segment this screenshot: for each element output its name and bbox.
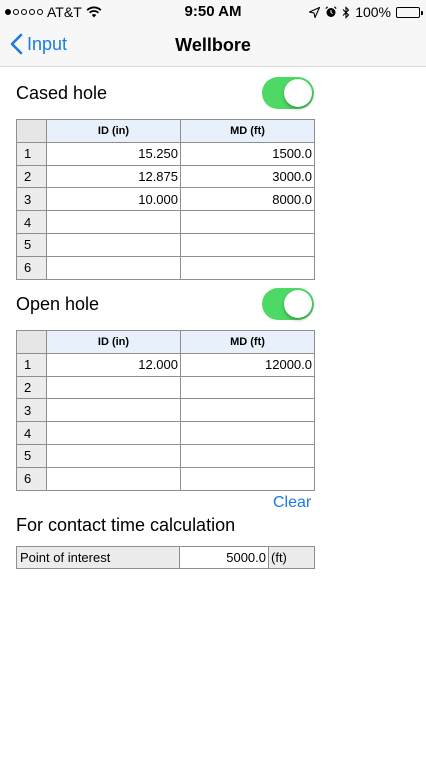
row-number: 3 xyxy=(17,188,47,211)
point-of-interest-value[interactable]: 5000.0 xyxy=(180,547,269,569)
toggle-knob xyxy=(284,79,312,107)
toggle-knob xyxy=(284,290,312,318)
table-row xyxy=(17,233,315,256)
md-cell[interactable] xyxy=(181,467,315,490)
point-of-interest-unit: (ft) xyxy=(269,547,315,569)
row-number: 6 xyxy=(17,256,47,279)
id-cell[interactable]: 15.250 xyxy=(47,142,181,165)
table-row xyxy=(17,376,315,399)
table-row xyxy=(17,211,315,234)
row-number: 4 xyxy=(17,211,47,234)
id-cell[interactable]: 12.000 xyxy=(47,353,181,376)
md-cell[interactable] xyxy=(181,376,315,399)
column-header-md: MD (ft) xyxy=(181,331,315,354)
table-row xyxy=(17,165,315,188)
table-row xyxy=(17,188,315,211)
row-number: 1 xyxy=(17,353,47,376)
md-cell[interactable]: 1500.0 xyxy=(181,142,315,165)
battery-icon xyxy=(396,7,420,18)
location-arrow-icon xyxy=(309,7,320,18)
column-header-md: MD (ft) xyxy=(181,120,315,143)
id-cell[interactable] xyxy=(47,422,181,445)
md-cell[interactable]: 3000.0 xyxy=(181,165,315,188)
id-cell[interactable] xyxy=(47,399,181,422)
cased-hole-toggle[interactable] xyxy=(262,77,314,109)
md-cell[interactable]: 8000.0 xyxy=(181,188,315,211)
row-number: 6 xyxy=(17,467,47,490)
status-right xyxy=(309,4,420,20)
md-cell[interactable] xyxy=(181,399,315,422)
id-cell[interactable] xyxy=(47,376,181,399)
carrier-label: AT&T xyxy=(47,4,82,20)
clear-button[interactable]: Clear xyxy=(273,494,312,511)
md-cell[interactable] xyxy=(181,233,315,256)
column-header-id: ID (in) xyxy=(47,331,181,354)
table-header-row xyxy=(17,331,315,354)
table-row xyxy=(17,142,315,165)
row-number: 3 xyxy=(17,399,47,422)
id-cell[interactable] xyxy=(47,444,181,467)
page-title: Wellbore xyxy=(175,35,251,55)
md-cell[interactable]: 12000.0 xyxy=(181,353,315,376)
bluetooth-icon xyxy=(342,6,350,19)
point-of-interest-row xyxy=(17,547,315,569)
table-row xyxy=(17,444,315,467)
table-row xyxy=(17,353,315,376)
open-hole-table xyxy=(16,330,315,491)
alarm-clock-icon xyxy=(325,6,337,18)
md-cell[interactable] xyxy=(181,211,315,234)
id-cell[interactable] xyxy=(47,211,181,234)
corner-cell xyxy=(17,120,47,143)
corner-cell xyxy=(17,331,47,354)
contact-time-label: For contact time calculation xyxy=(16,515,236,535)
id-cell[interactable] xyxy=(47,233,181,256)
row-number: 4 xyxy=(17,422,47,445)
point-of-interest-table xyxy=(16,546,315,569)
status-bar xyxy=(0,0,426,24)
cased-hole-table xyxy=(16,119,315,280)
back-button-label: Input xyxy=(27,33,68,54)
row-number: 2 xyxy=(17,165,47,188)
row-number: 2 xyxy=(17,376,47,399)
table-row xyxy=(17,422,315,445)
md-cell[interactable] xyxy=(181,422,315,445)
id-cell[interactable] xyxy=(47,467,181,490)
open-hole-toggle[interactable] xyxy=(262,288,314,320)
row-number: 5 xyxy=(17,233,47,256)
row-number: 5 xyxy=(17,444,47,467)
status-time: 9:50 AM xyxy=(184,3,242,20)
table-row xyxy=(17,256,315,279)
table-row xyxy=(17,467,315,490)
id-cell[interactable]: 12.875 xyxy=(47,165,181,188)
table-row xyxy=(17,399,315,422)
column-header-id: ID (in) xyxy=(47,120,181,143)
md-cell[interactable] xyxy=(181,444,315,467)
cased-hole-label: Cased hole xyxy=(16,83,108,103)
open-hole-label: Open hole xyxy=(16,294,100,314)
battery-percent: 100% xyxy=(355,4,391,20)
point-of-interest-label: Point of interest xyxy=(17,547,180,569)
md-cell[interactable] xyxy=(181,256,315,279)
id-cell[interactable]: 10.000 xyxy=(47,188,181,211)
row-number: 1 xyxy=(17,142,47,165)
table-header-row xyxy=(17,120,315,143)
id-cell[interactable] xyxy=(47,256,181,279)
navigation-bar xyxy=(0,24,426,67)
